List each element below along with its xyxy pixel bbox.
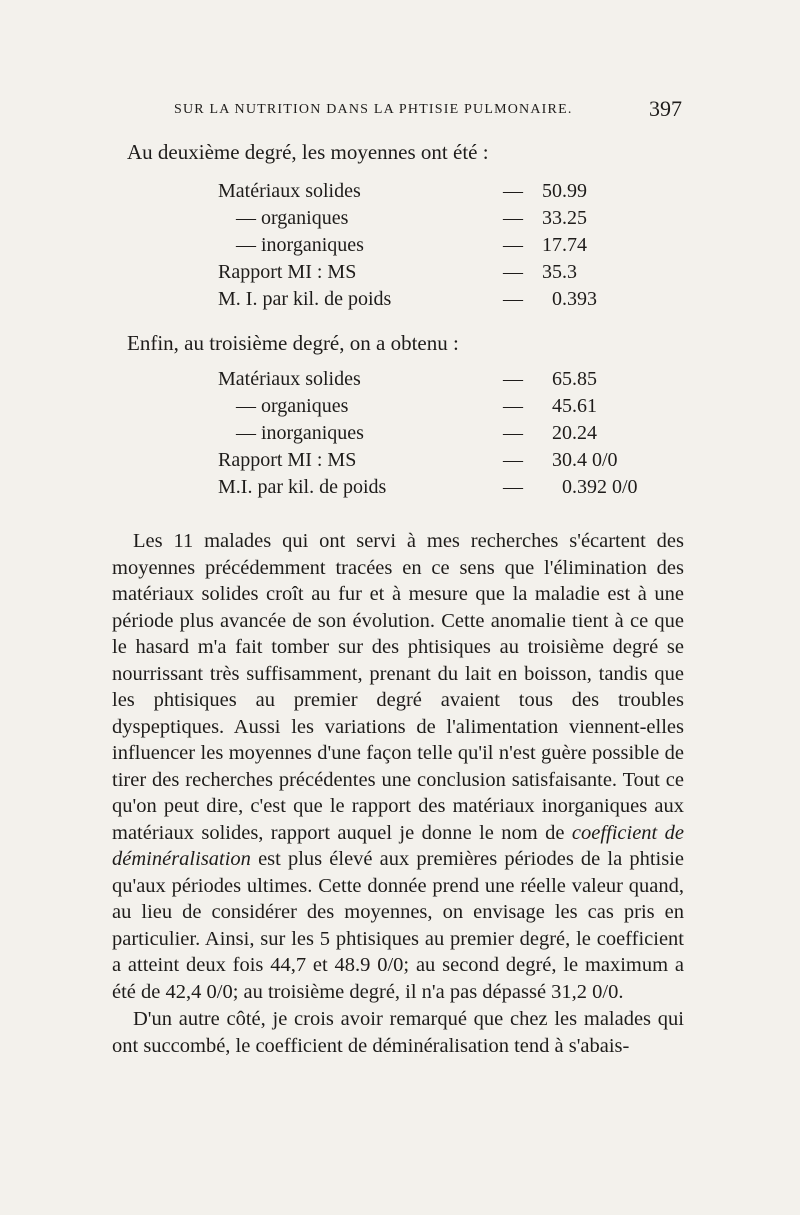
page-number: 397 [649,96,682,121]
row-label: Rapport MI : MS [218,449,357,471]
row-dash: — [503,422,523,444]
italic-term: coefficient de déminéralisation [112,821,684,870]
paragraph-text: est plus élevé aux premières périodes de la phtisie qu'aux périodes ultimes. Cette donnée prend une réelle valeur quand, au lieu de considérer des moyennes, on envisage les cas pris en particulier. Ainsi, sur les 5 phtisiques au premier degré, le coefficient a atteint deux fois 44,7 et 48.9 0/0; au second degré, le maximum a été de 42,4 0/0; au troisième degré, il n'a pas dépassé 31,2 0/0. [112,848,684,1003]
row-label: — organiques [236,395,349,417]
section2-table [218,178,652,313]
row-dash: — [503,449,523,471]
table-row [218,232,652,259]
table-row [218,205,652,232]
paragraph [112,528,684,1005]
paragraph-text: Les 11 malades qui ont servi à mes recherches s'écartent des moyennes précédemment tracées en ce sens que l'élimination des matériaux solides croît au fur et à mesure que la maladie est à une période plus avancée de son évolution. Cette anomalie tient à ce que le hasard m'a fait tomber sur des phtisiques au troisième degré se nourrissant très suffisamment, prenant du lait en boisson, tandis que les phtisiques au premier degré avaient tous des troubles dyspeptiques. Aussi les variations de l'alimentation viennent-elles influencer les moyennes d'une façon telle qu'il n'est guère possible de tirer des recherches précédentes une conclusion satisfaisante. Tout ce qu'on peut dire, c'est que le rapport des matériaux inorganiques aux matériaux solides, rapport auquel je donne le nom de [112,530,684,844]
row-label: — inorganiques [236,234,364,256]
body-text [112,528,684,1059]
row-value: 65.85 [552,368,597,390]
table-row [218,178,652,205]
section3-table [218,366,662,501]
section2-intro: Au deuxième degré, les moyennes ont été : [127,140,489,164]
paragraph: D'un autre côté, je crois avoir remarqué que chez les malades qui ont succombé, le coefficient de déminéralisation tend à s'abais- [112,1008,684,1057]
table-row [218,420,662,447]
row-value: 30.4 0/0 [552,449,618,471]
table-row [218,474,662,501]
row-dash: — [503,234,523,256]
row-value: 0.393 [552,288,597,310]
row-dash: — [503,476,523,498]
row-label: — inorganiques [236,422,364,444]
row-dash: — [503,207,523,229]
row-value: 33.25 [542,207,587,229]
running-head [112,96,682,124]
row-value: 0.392 0/0 [562,476,638,498]
row-label: M. I. par kil. de poids [218,288,392,310]
section3-intro: Enfin, au troisième degré, on a obtenu : [127,331,459,355]
row-dash: — [503,180,523,202]
table-row [218,259,652,286]
row-label: Matériaux solides [218,180,361,202]
row-dash: — [503,288,523,310]
row-dash: — [503,368,523,390]
table-row [218,366,662,393]
row-value: 45.61 [552,395,597,417]
row-dash: — [503,395,523,417]
table-row [218,286,652,313]
row-label: M.I. par kil. de poids [218,476,387,498]
row-value: 50.99 [542,180,587,202]
table-row [218,393,662,420]
table-row [218,447,662,474]
running-title: SUR LA NUTRITION DANS LA PHTISIE PULMONAIRE. [174,102,573,117]
row-value: 20.24 [552,422,597,444]
row-value: 35.3 [542,261,577,283]
row-dash: — [503,261,523,283]
row-value: 17.74 [542,234,587,256]
row-label: Rapport MI : MS [218,261,357,283]
row-label: — organiques [236,207,349,229]
row-label: Matériaux solides [218,368,361,390]
